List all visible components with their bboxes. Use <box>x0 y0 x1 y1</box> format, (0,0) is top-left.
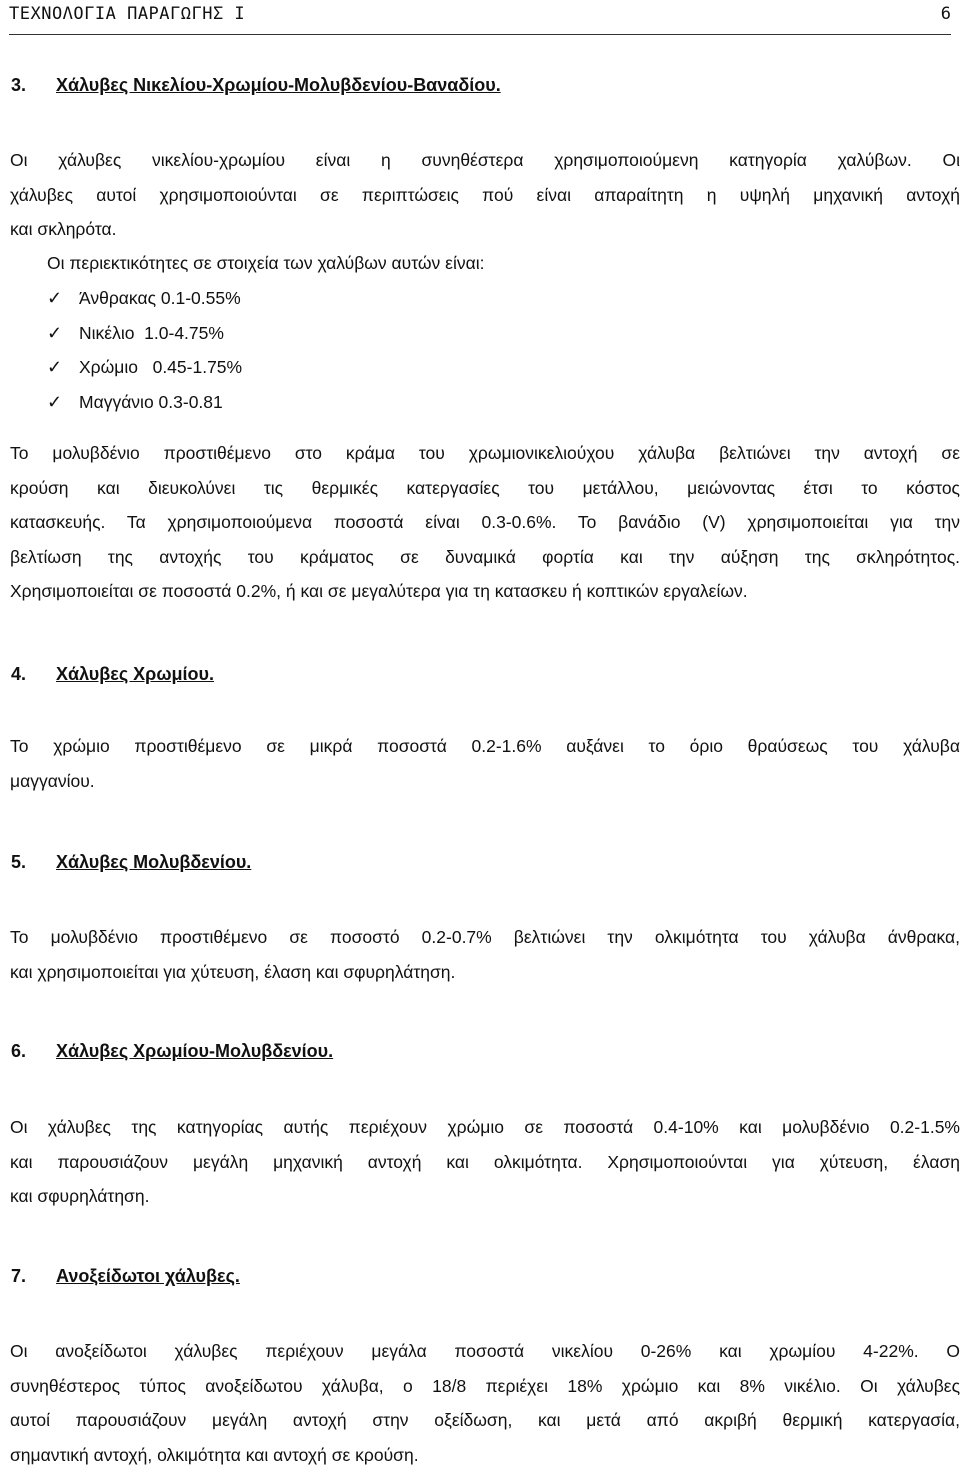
list-item <box>47 350 242 385</box>
section-number: 3. <box>11 75 56 96</box>
text-line: Το χρώμιο προστιθέμενο σε μικρά ποσοστά 0.2-1.6% αυξάνει το όριο θραύσεως του χάλυβα <box>10 729 960 764</box>
text-line: συνηθέστερος τύπος ανοξείδωτου χάλυβα, ο 18/8 περιέχει 18% χρώμιο και 8% νικέλιο. Οι χάλυβες <box>10 1369 960 1404</box>
text-line: Οι ανοξείδωτοι χάλυβες περιέχουν μεγάλα ποσοστά νικελίου 0-26% και χρωμίου 4-22%. Ο <box>10 1334 960 1369</box>
section-title: Χάλυβες Νικελίου-Χρωμίου-Μολυβδενίου-Βαναδίου. <box>56 75 501 95</box>
section-heading-3 <box>11 75 501 96</box>
text-line: σημαντική αντοχή, ολκιμότητα και αντοχή σε κρούση. <box>10 1438 960 1472</box>
text-line: και σκληρότα. <box>10 212 960 247</box>
section-number: 4. <box>11 664 56 685</box>
running-title: ΤΕΧΝΟΛΟΓΙΑ ΠΑΡΑΓΩΓΗΣ Ι <box>9 4 245 24</box>
text-line: και παρουσιάζουν μεγάλη μηχανική αντοχή και ολκιμότητα. Χρησιμοποιούνται για χύτευση, έλαση <box>10 1145 960 1180</box>
list-item <box>47 281 242 316</box>
section-title: Χάλυβες Μολυβδενίου. <box>56 852 251 872</box>
composition-list <box>47 281 242 419</box>
checkmark-icon: ✓ <box>47 316 79 351</box>
section-heading-4 <box>11 664 214 685</box>
section-title: Χάλυβες Χρωμίου-Μολυβδενίου. <box>56 1041 333 1061</box>
list-item-text: Μαγγάνιο 0.3-0.81 <box>79 392 223 412</box>
list-item-text: Νικέλιο 1.0-4.75% <box>79 323 224 343</box>
section-title: Χάλυβες Χρωμίου. <box>56 664 214 684</box>
text-line: και σφυρηλάτηση. <box>10 1179 960 1214</box>
section-6-body <box>10 1110 960 1214</box>
section-number: 5. <box>11 852 56 873</box>
section-number: 6. <box>11 1041 56 1062</box>
text-line: χάλυβες αυτοί χρησιμοποιούνται σε περιπτώσεις πού είναι απαραίτητη η υψηλή μηχανική αντοχή <box>10 178 960 213</box>
section-title: Ανοξείδωτοι χάλυβες. <box>56 1266 240 1286</box>
text-line: αυτοί παρουσιάζουν μεγάλη αντοχή στην οξείδωση, και μετά από ακριβή θερμική κατεργασία, <box>10 1403 960 1438</box>
text-line: Οι χάλυβες της κατηγορίας αυτής περιέχουν χρώμιο σε ποσοστά 0.4-10% και μολυβδένιο 0.2-1.5% <box>10 1110 960 1145</box>
list-item-text: Χρώμιο 0.45-1.75% <box>79 357 242 377</box>
section-3-body <box>10 436 960 609</box>
list-item-text: Άνθρακας 0.1-0.55% <box>79 288 241 308</box>
list-item <box>47 385 242 420</box>
section-4-body <box>10 729 960 798</box>
text-line: και χρησιμοποιείται για χύτευση, έλαση και σφυρηλάτηση. <box>10 955 960 990</box>
page-number: 6 <box>941 4 951 24</box>
running-header <box>9 0 951 35</box>
text-line: Οι χάλυβες νικελίου-χρωμίου είναι η συνηθέστερα χρησιμοποιούμενη κατηγορία χαλύβων. Οι <box>10 143 960 178</box>
checkmark-icon: ✓ <box>47 350 79 385</box>
text-line: Το μολυβδένιο προστιθέμενο στο κράμα του χρωμιονικελιούχου χάλυβα βελτιώνει την αντοχή σε <box>10 436 960 471</box>
section-number: 7. <box>11 1266 56 1287</box>
checkmark-icon: ✓ <box>47 281 79 316</box>
text-line: Το μολυβδένιο προστιθέμενο σε ποσοστό 0.2-0.7% βελτιώνει την ολκιμότητα του χάλυβα άνθρακα, <box>10 920 960 955</box>
list-item <box>47 316 242 351</box>
text-line: βελτίωση της αντοχής του κράματος σε δυναμικά φορτία και την αύξηση της σκληρότητος. <box>10 540 960 575</box>
list-intro: Οι περιεκτικότητες σε στοιχεία των χαλύβων αυτών είναι: <box>47 246 947 281</box>
section-3-intro <box>10 143 960 247</box>
text-line: μαγγανίου. <box>10 764 960 799</box>
text-line: κατασκευής. Τα χρησιμοποιούμενα ποσοστά είναι 0.3-0.6%. Το βανάδιο (V) χρησιμοποιείται για την <box>10 505 960 540</box>
section-heading-7 <box>11 1266 240 1287</box>
section-heading-5 <box>11 852 251 873</box>
text-line: Χρησιμοποιείται σε ποσοστά 0.2%, ή και σε μεγαλύτερα για τη κατασκευ ή κοπτικών εργαλείων. <box>10 574 960 609</box>
text-line: κρούση και διευκολύνει τις θερμικές κατεργασίες του μετάλλου, μειώνοντας έτσι το κόστος <box>10 471 960 506</box>
section-heading-6 <box>11 1041 333 1062</box>
checkmark-icon: ✓ <box>47 385 79 420</box>
section-7-body <box>10 1334 960 1472</box>
section-5-body <box>10 920 960 989</box>
